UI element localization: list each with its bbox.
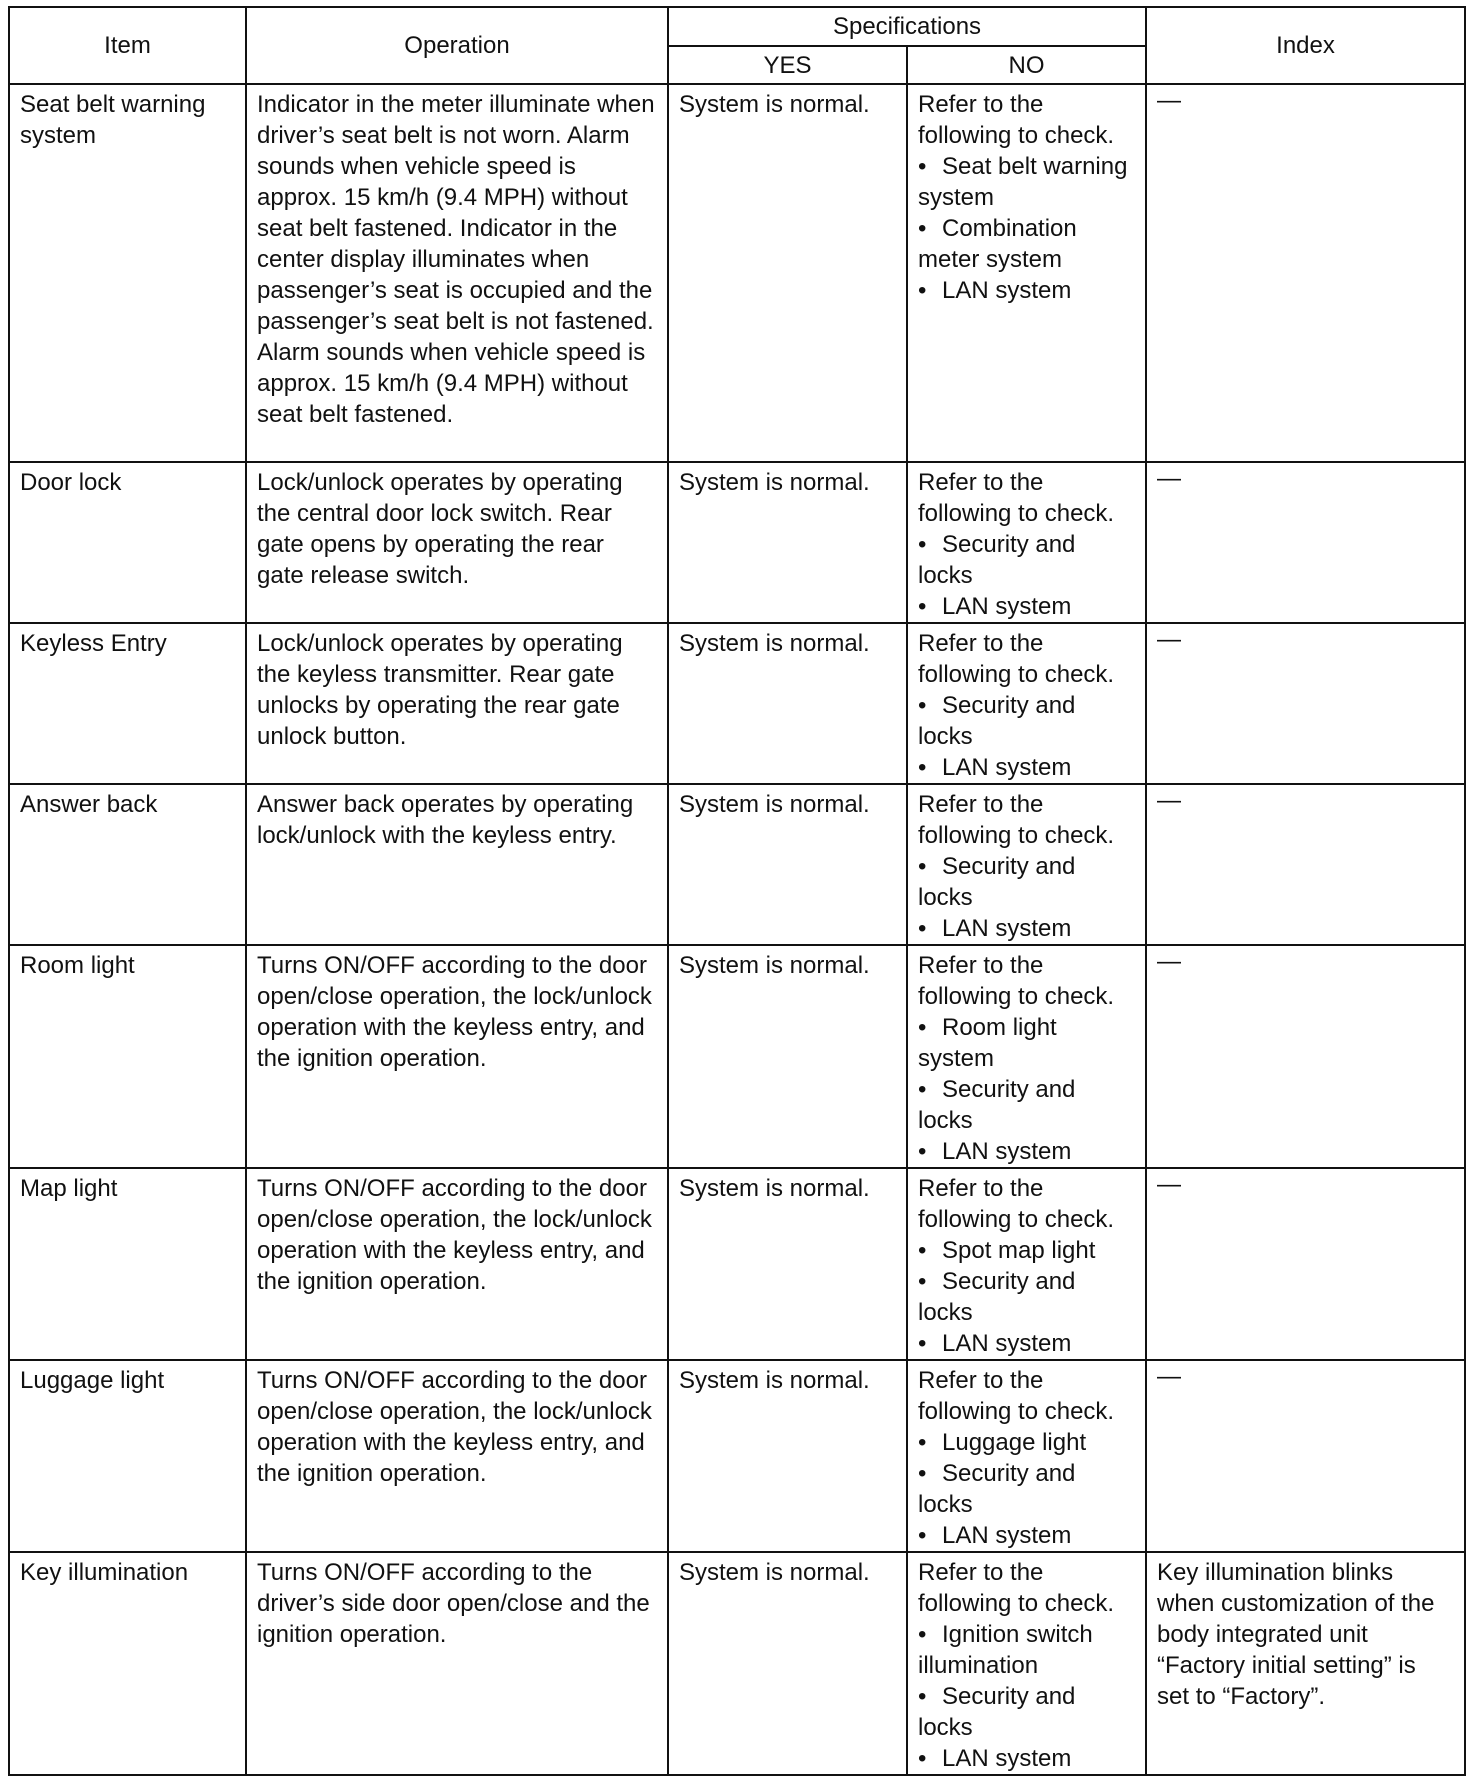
no-list-item <box>918 752 1135 783</box>
no-list-item <box>918 1520 1135 1551</box>
no-item-text: Security and locks <box>918 1460 1076 1518</box>
yes-text: System is normal. <box>679 469 870 496</box>
table-row <box>9 1360 1465 1552</box>
table-row <box>9 784 1465 945</box>
index-cell: — <box>1146 784 1465 945</box>
yes-cell <box>668 1360 907 1552</box>
no-item-text: LAN system <box>942 1138 1072 1165</box>
yes-cell <box>668 1552 907 1775</box>
spec-table <box>8 6 1466 1776</box>
no-item-text: LAN system <box>942 915 1072 942</box>
operation-text: Turns ON/OFF according to the driver’s side door open/close and the ignition operation. <box>257 1559 650 1648</box>
yes-text: System is normal. <box>679 630 870 657</box>
item-text: Keyless Entry <box>20 630 167 657</box>
no-list-item <box>918 151 1135 213</box>
no-list-item <box>918 1136 1135 1167</box>
no-item-text: Security and locks <box>918 1076 1076 1134</box>
bullet-icon: • <box>918 1237 927 1264</box>
bullet-icon: • <box>918 1014 927 1041</box>
item-cell <box>9 1552 246 1775</box>
index-cell: — <box>1146 1168 1465 1360</box>
no-item-text: Security and locks <box>918 692 1076 750</box>
header-item: Item <box>9 7 246 84</box>
bullet-icon: • <box>918 1076 927 1103</box>
operation-text: Turns ON/OFF according to the door open/close operation, the lock/unlock operation with the keyless entry, and the ignition operation. <box>257 1175 652 1295</box>
no-list-item <box>918 1328 1135 1359</box>
index-cell <box>1146 1552 1465 1775</box>
header-row <box>9 7 1465 46</box>
yes-text: System is normal. <box>679 1367 870 1394</box>
index-cell: — <box>1146 1360 1465 1552</box>
no-cell <box>907 462 1146 623</box>
bullet-icon: • <box>918 1522 927 1549</box>
table-row <box>9 945 1465 1168</box>
no-item-text: Security and locks <box>918 531 1076 589</box>
index-cell: — <box>1146 945 1465 1168</box>
no-cell <box>907 1360 1146 1552</box>
no-item-text: Ignition switch illumination <box>918 1621 1093 1679</box>
bullet-icon: • <box>918 215 927 242</box>
yes-cell <box>668 623 907 784</box>
bullet-icon: • <box>918 1745 927 1772</box>
bullet-icon: • <box>918 692 927 719</box>
no-intro: Refer to the following to check. <box>918 91 1115 149</box>
no-item-text: Spot map light <box>942 1237 1096 1264</box>
yes-text: System is normal. <box>679 91 870 118</box>
operation-cell <box>246 1360 668 1552</box>
table-body <box>9 84 1465 1775</box>
no-item-text: Seat belt warning system <box>918 153 1128 211</box>
no-list-item <box>918 1681 1135 1743</box>
item-text: Room light <box>20 952 135 979</box>
table-row <box>9 462 1465 623</box>
index-cell: — <box>1146 84 1465 462</box>
index-cell: — <box>1146 623 1465 784</box>
no-intro: Refer to the following to check. <box>918 630 1115 688</box>
bullet-icon: • <box>918 1330 927 1357</box>
no-item-text: LAN system <box>942 1330 1072 1357</box>
header-yes: YES <box>668 46 907 84</box>
no-list-item <box>918 529 1135 591</box>
header-operation: Operation <box>246 7 668 84</box>
no-cell <box>907 623 1146 784</box>
no-cell <box>907 945 1146 1168</box>
index-note: Key illumination blinks when customization of the body integrated unit “Factory initial setting” is set to “Factory”. <box>1157 1559 1435 1710</box>
item-text: Key illumination <box>20 1559 189 1586</box>
yes-cell <box>668 945 907 1168</box>
bullet-icon: • <box>918 1460 927 1487</box>
item-cell <box>9 84 246 462</box>
index-cell: — <box>1146 462 1465 623</box>
header-no: NO <box>907 46 1146 84</box>
operation-cell <box>246 1552 668 1775</box>
operation-cell <box>246 1168 668 1360</box>
no-item-text: LAN system <box>942 277 1072 304</box>
no-list-item <box>918 1012 1135 1074</box>
operation-cell <box>246 84 668 462</box>
no-list-item <box>918 275 1135 306</box>
yes-cell <box>668 1168 907 1360</box>
bullet-icon: • <box>918 1138 927 1165</box>
no-intro: Refer to the following to check. <box>918 1559 1115 1617</box>
item-cell <box>9 462 246 623</box>
no-item-text: Security and locks <box>918 1268 1076 1326</box>
item-text: Seat belt warning system <box>20 91 206 149</box>
no-item-text: LAN system <box>942 1522 1072 1549</box>
bullet-icon: • <box>918 1621 927 1648</box>
no-list-item <box>918 690 1135 752</box>
yes-cell <box>668 84 907 462</box>
no-item-text: LAN system <box>942 1745 1072 1772</box>
item-cell <box>9 1360 246 1552</box>
item-cell <box>9 623 246 784</box>
bullet-icon: • <box>918 593 927 620</box>
no-item-text: Luggage light <box>942 1429 1087 1456</box>
no-list-item <box>918 1427 1135 1458</box>
no-intro: Refer to the following to check. <box>918 1175 1115 1233</box>
yes-text: System is normal. <box>679 952 870 979</box>
bullet-icon: • <box>918 1683 927 1710</box>
yes-cell <box>668 784 907 945</box>
no-list-item <box>918 1619 1135 1681</box>
bullet-icon: • <box>918 915 927 942</box>
bullet-icon: • <box>918 853 927 880</box>
no-cell <box>907 84 1146 462</box>
bullet-icon: • <box>918 1268 927 1295</box>
item-text: Door lock <box>20 469 122 496</box>
no-list-item <box>918 1235 1135 1266</box>
header-index: Index <box>1146 7 1465 84</box>
no-intro: Refer to the following to check. <box>918 1367 1115 1425</box>
operation-text: Indicator in the meter illuminate when driver’s seat belt is not worn. Alarm sounds when vehicle speed is approx. 15 km/h (9.4 MPH) without seat belt fastened. Indicator in the center display illuminates when passenger’s seat is occupied and the passenger’s seat belt is not fastened. Alarm sounds when vehicle speed is approx. 15 km/h (9.4 MPH) without seat belt fastened. <box>257 91 655 428</box>
operation-text: Turns ON/OFF according to the door open/close operation, the lock/unlock operation with the keyless entry, and the ignition operation. <box>257 1367 652 1487</box>
yes-text: System is normal. <box>679 1559 870 1586</box>
header-specifications: Specifications <box>668 7 1146 46</box>
operation-cell <box>246 945 668 1168</box>
item-cell <box>9 1168 246 1360</box>
no-list-item <box>918 913 1135 944</box>
no-item-text: Room light system <box>918 1014 1057 1072</box>
item-text: Map light <box>20 1175 118 1202</box>
table-row <box>9 623 1465 784</box>
no-list-item <box>918 213 1135 275</box>
no-item-text: Security and locks <box>918 853 1076 911</box>
no-intro: Refer to the following to check. <box>918 952 1115 1010</box>
item-text: Luggage light <box>20 1367 165 1394</box>
table-row <box>9 84 1465 462</box>
no-item-text: LAN system <box>942 593 1072 620</box>
yes-text: System is normal. <box>679 1175 870 1202</box>
operation-cell <box>246 784 668 945</box>
table-row <box>9 1168 1465 1360</box>
no-intro: Refer to the following to check. <box>918 469 1115 527</box>
no-list-item <box>918 1266 1135 1328</box>
yes-text: System is normal. <box>679 791 870 818</box>
operation-text: Lock/unlock operates by operating the keyless transmitter. Rear gate unlocks by operating the rear gate unlock button. <box>257 630 623 750</box>
no-list-item <box>918 591 1135 622</box>
operation-text: Answer back operates by operating lock/unlock with the keyless entry. <box>257 791 634 849</box>
bullet-icon: • <box>918 531 927 558</box>
bullet-icon: • <box>918 277 927 304</box>
operation-cell <box>246 462 668 623</box>
bullet-icon: • <box>918 153 927 180</box>
no-cell <box>907 1552 1146 1775</box>
bullet-icon: • <box>918 754 927 781</box>
item-text: Answer back <box>20 791 158 818</box>
no-cell <box>907 1168 1146 1360</box>
document-page <box>8 6 1464 1776</box>
item-cell <box>9 784 246 945</box>
no-list-item <box>918 1074 1135 1136</box>
bullet-icon: • <box>918 1429 927 1456</box>
no-item-text: Security and locks <box>918 1683 1076 1741</box>
item-cell <box>9 945 246 1168</box>
no-list-item <box>918 1458 1135 1520</box>
no-list-item <box>918 1743 1135 1774</box>
yes-cell <box>668 462 907 623</box>
no-item-text: LAN system <box>942 754 1072 781</box>
operation-cell <box>246 623 668 784</box>
no-intro: Refer to the following to check. <box>918 791 1115 849</box>
table-row <box>9 1552 1465 1775</box>
no-cell <box>907 784 1146 945</box>
no-item-text: Combination meter system <box>918 215 1077 273</box>
operation-text: Turns ON/OFF according to the door open/close operation, the lock/unlock operation with the keyless entry, and the ignition operation. <box>257 952 652 1072</box>
no-list-item <box>918 851 1135 913</box>
operation-text: Lock/unlock operates by operating the central door lock switch. Rear gate opens by operating the rear gate release switch. <box>257 469 623 589</box>
